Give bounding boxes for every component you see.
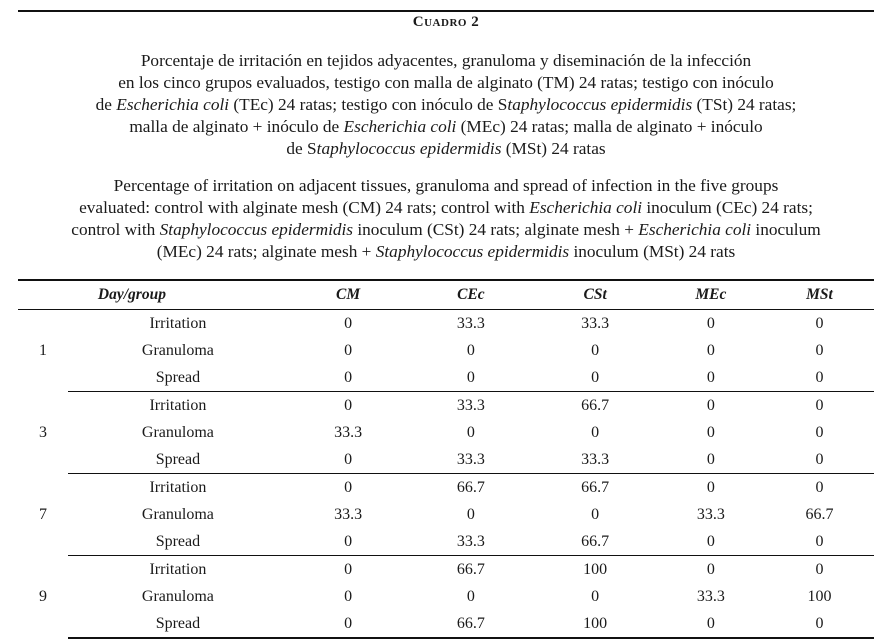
text-run: inoculum (CSt) 24 rats; alginate mesh +: [353, 220, 639, 239]
value-cec: 66.7: [456, 561, 485, 578]
value-cec: 66.7: [408, 610, 533, 638]
text-run: malla de alginato + inóculo de: [129, 117, 344, 136]
value-mec: 0: [657, 528, 765, 556]
value-cm: 33.3: [334, 506, 363, 523]
value-cm: 0: [344, 561, 353, 578]
value-mec: 0: [706, 479, 715, 496]
text-run: (MSt) 24 ratas: [501, 139, 606, 158]
value-mec: 0: [657, 364, 765, 392]
measure-label: Irritation: [149, 315, 207, 332]
value-cec: 33.3: [408, 446, 533, 474]
value-cec: 0: [466, 588, 475, 605]
species-name: taphylococcus epidermidis: [507, 95, 693, 114]
value-mst: 0: [815, 315, 824, 332]
value-cst: 0: [591, 506, 600, 523]
header-day: [18, 280, 68, 310]
value-cst: 66.7: [581, 479, 610, 496]
value-cst: 33.3: [534, 446, 657, 474]
value-cst: 0: [591, 342, 600, 359]
caption-line: [18, 219, 874, 241]
measure-label: Granuloma: [141, 424, 214, 441]
measure-label: Spread: [68, 446, 288, 474]
text-run: (TEc) 24 ratas; testigo con inóculo de S: [229, 95, 508, 114]
header-mst: MSt: [765, 280, 874, 310]
results-table: [18, 279, 874, 639]
value-cm: 0: [288, 610, 408, 638]
value-mst: 0: [765, 610, 874, 638]
header-cm: CM: [288, 280, 408, 310]
text-run: control with: [71, 220, 160, 239]
text-run: inoculum: [751, 220, 821, 239]
value-mst: 100: [807, 588, 832, 605]
text-run: de S: [286, 139, 317, 158]
value-cec: 33.3: [456, 397, 485, 414]
caption-line: [18, 197, 874, 219]
value-mst: 66.7: [805, 506, 834, 523]
caption-line: [18, 138, 874, 160]
caption-line: [18, 116, 874, 138]
table-row: [18, 501, 874, 528]
value-mst: 0: [765, 528, 874, 556]
table-row: [18, 556, 874, 584]
table-label: Cuadro 2: [412, 14, 480, 30]
measure-label: Spread: [68, 528, 288, 556]
header-row: [18, 280, 874, 310]
header-mec: MEc: [657, 280, 765, 310]
spanish-caption: [18, 50, 874, 160]
value-cm: 0: [344, 315, 353, 332]
value-cec: 0: [466, 342, 475, 359]
value-mec: 0: [706, 561, 715, 578]
table-row: [18, 364, 874, 392]
value-mst: 0: [815, 561, 824, 578]
value-mec: 0: [657, 610, 765, 638]
species-name: Escherichia coli: [343, 117, 457, 136]
header-daygroup: Day/group: [68, 280, 288, 310]
value-cst: 66.7: [581, 397, 610, 414]
measure-label: Spread: [68, 610, 288, 638]
table-row: [18, 392, 874, 420]
measure-label: Granuloma: [141, 506, 214, 523]
header-cst: CSt: [534, 280, 657, 310]
value-cm: 0: [344, 397, 353, 414]
header-cec: CEc: [408, 280, 533, 310]
table-row: [18, 446, 874, 474]
value-cst: 0: [591, 588, 600, 605]
text-run: inoculum (CEc) 24 rats;: [642, 198, 813, 217]
value-cec: 0: [408, 364, 533, 392]
species-name: Escherichia coli: [638, 220, 752, 239]
value-cm: 0: [344, 479, 353, 496]
value-cst: 66.7: [534, 528, 657, 556]
measure-label: Granuloma: [141, 588, 214, 605]
caption-line: Percentage of irritation on adjacent tissues, granuloma and spread of infection in the five groups: [113, 176, 779, 195]
value-mst: 0: [815, 479, 824, 496]
value-cm: 0: [288, 528, 408, 556]
species-name: Staphylococcus epidermidis: [159, 220, 354, 239]
value-cm: 33.3: [334, 424, 363, 441]
species-name: Staphylococcus epidermidis: [375, 242, 570, 261]
value-cec: 0: [466, 506, 475, 523]
species-name: Escherichia coli: [116, 95, 230, 114]
top-rule: [18, 10, 874, 12]
caption-line: [18, 94, 874, 116]
day-cell: 1: [38, 342, 47, 360]
table-row: [18, 528, 874, 556]
value-cst: 100: [583, 561, 608, 578]
value-cec: 66.7: [456, 479, 485, 496]
day-cell: 3: [38, 424, 47, 441]
table-row: [18, 310, 874, 338]
value-cm: 0: [344, 588, 353, 605]
value-cec: 33.3: [456, 315, 485, 332]
value-cec: 33.3: [408, 528, 533, 556]
measure-label: Irritation: [149, 397, 207, 414]
value-mec: 33.3: [696, 506, 725, 523]
value-cst: 0: [591, 424, 600, 441]
value-cm: 0: [288, 364, 408, 392]
text-run: evaluated: control with alginate mesh (CM) 24 rats; control with: [79, 198, 530, 217]
table-row: [18, 583, 874, 610]
value-cst: 33.3: [581, 315, 610, 332]
day-cell: 7: [38, 506, 47, 523]
value-mst: 0: [815, 397, 824, 414]
measure-label: Granuloma: [141, 342, 214, 359]
text-run: (MEc) 24 ratas; malla de alginato + inóculo: [456, 117, 763, 136]
table-row: [18, 474, 874, 502]
measure-label: Irritation: [149, 561, 207, 578]
table-row: [18, 610, 874, 638]
value-mst: 0: [765, 364, 874, 392]
caption-line: [18, 241, 874, 263]
table-row: [18, 337, 874, 364]
table-body: [18, 310, 874, 639]
value-mec: 0: [706, 424, 715, 441]
english-caption: [18, 175, 874, 263]
value-cst: 0: [534, 364, 657, 392]
day-cell: 9: [38, 588, 47, 606]
text-run: de: [95, 95, 117, 114]
caption-line: Porcentaje de irritación en tejidos adyacentes, granuloma y diseminación de la infección: [140, 51, 752, 70]
text-run: (MEc) 24 rats; alginate mesh +: [156, 242, 376, 261]
value-mec: 0: [706, 342, 715, 359]
value-mec: 0: [706, 397, 715, 414]
value-mec: 33.3: [696, 588, 725, 605]
value-mec: 0: [706, 315, 715, 332]
value-mst: 0: [815, 342, 824, 359]
table-row: [18, 419, 874, 446]
species-name: taphylococcus epidermidis: [316, 139, 502, 158]
value-cm: 0: [288, 446, 408, 474]
caption-line: en los cinco grupos evaluados, testigo con malla de alginato (TM) 24 ratas; testigo con inóculo: [118, 73, 774, 92]
text-run: inoculum (MSt) 24 rats: [569, 242, 736, 261]
value-cec: 0: [466, 424, 475, 441]
value-cm: 0: [344, 342, 353, 359]
measure-label: Irritation: [149, 479, 207, 496]
measure-label: Spread: [68, 364, 288, 392]
value-mst: 0: [815, 424, 824, 441]
species-name: Escherichia coli: [529, 198, 643, 217]
text-run: (TSt) 24 ratas;: [692, 95, 797, 114]
value-mec: 0: [657, 446, 765, 474]
value-mst: 0: [765, 446, 874, 474]
value-cst: 100: [534, 610, 657, 638]
